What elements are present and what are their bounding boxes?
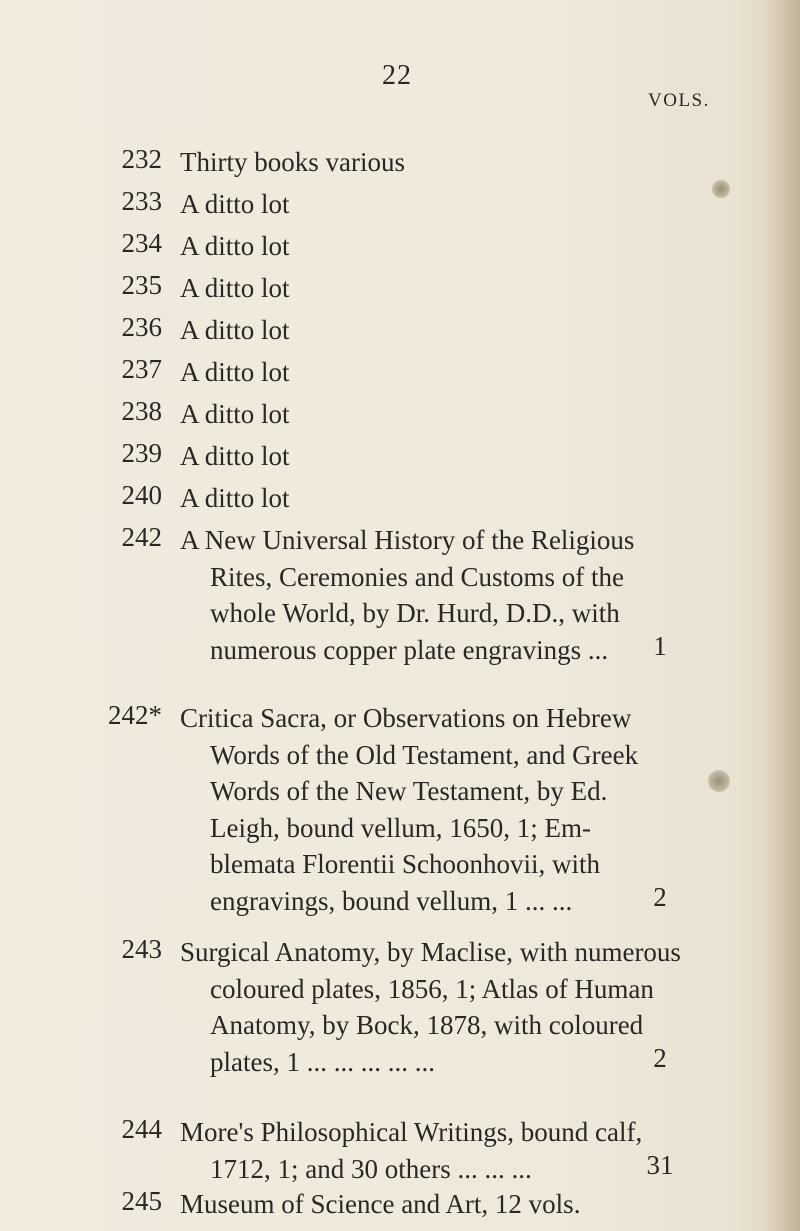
lot-description: A ditto lot xyxy=(180,231,290,261)
volume-count: 2 xyxy=(653,1043,667,1073)
lot-description: A ditto lot xyxy=(180,399,290,429)
catalogue-page: 22 VOLS. 232 Thirty books various 233 A ditto lot 234 A ditto lot 235 A ditto lot 236 A ditto lot 237 A ditto lot 238 A ditto lot 239 A ditto lot 240 A ditto lot 242 A New Universal History of the Religious Rites, Ceremonies and Customs of the whole World, by Dr. Hurd, D.D., with numerous copper plate engravings ... 1 242* Critica Sacra, or Observations on Hebrew Words of the Old Testament, and Greek Words of the New Testament, by Ed. Leigh, bound vellum, 1650, 1; Em- blemata Florentii Schoonhovii, with engravings, bound vellum, 1 ... ... 2 243 Surgical Anatomy, by Maclise, with numerous coloured plates, 1856, 1; Atlas of Human Anatomy, by Bock, 1878, with coloured plates, 1 ... ... ... ... ... 2 244 More's Philosophical Writings, bound calf, 1712, 1; and 30 others ... ... ... 31 245 Museum of Science and Art, 12 vols. xyxy=(0,0,800,1231)
lot-description: A ditto lot xyxy=(180,483,290,513)
lot-description: A ditto lot xyxy=(180,273,290,303)
foxing-spot xyxy=(712,180,730,198)
volume-count: 31 xyxy=(646,1150,674,1180)
lot-description: Thirty books various xyxy=(180,147,405,177)
vols-column-header: VOLS. xyxy=(648,90,710,111)
lot-description: A ditto lot xyxy=(180,315,290,345)
lot-description: Critica Sacra, or Observations on Hebrew Words of the Old Testament, and Greek Words of the New Testament, by Ed. Leigh, bound vellum, 1650, 1; Em- blemata Florentii Schoonhovii, with engravings, bound vellum, 1 ... ... xyxy=(180,703,639,916)
volume-count: 2 xyxy=(653,882,667,912)
page-edge-shadow xyxy=(762,0,800,1231)
lot-description: More's Philosophical Writings, bound calf, 1712, 1; and 30 others ... ... ... xyxy=(180,1117,643,1184)
foxing-spot xyxy=(708,770,730,792)
volume-count: 1 xyxy=(653,631,667,661)
lot-description: Surgical Anatomy, by Maclise, with numerous coloured plates, 1856, 1; Atlas of Human Anatomy, by Bock, 1878, with coloured plates, 1 ... ... ... ... ... xyxy=(180,937,681,1077)
lot-description: A ditto lot xyxy=(180,189,290,219)
page-number: 22 xyxy=(382,60,412,91)
lot-description: A New Universal History of the Religious Rites, Ceremonies and Customs of the whole World, by Dr. Hurd, D.D., with numerous copper plate engravings ... xyxy=(180,525,635,665)
lot-description: A ditto lot xyxy=(180,357,290,387)
lot-description: A ditto lot xyxy=(180,441,290,471)
lot-description: Museum of Science and Art, 12 vols. xyxy=(180,1189,581,1219)
